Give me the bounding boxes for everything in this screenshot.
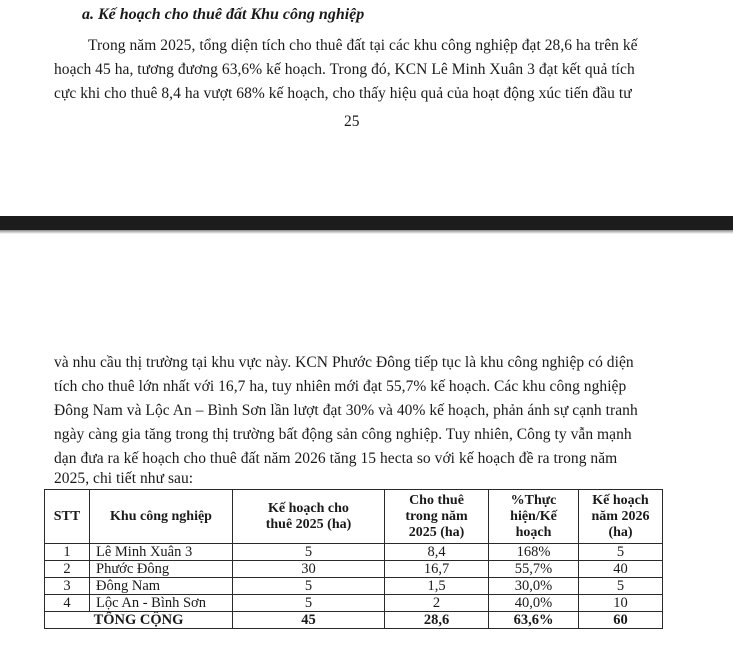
- total-leased-2025: 28,6: [385, 612, 489, 629]
- cell-leased-2025: 16,7: [385, 561, 489, 578]
- cell-leased-2025: 1,5: [385, 578, 489, 595]
- cell-plan-2026: 5: [579, 578, 663, 595]
- header-leased-line3: 2025 (ha): [408, 524, 465, 540]
- cell-plan-2025: 30: [233, 561, 385, 578]
- cell-pct: 168%: [489, 544, 579, 561]
- cell-name: Lộc An - Bình Sơn: [90, 595, 233, 612]
- header-pct: [489, 490, 579, 544]
- section-heading: a. Kế hoạch cho thuê đất Khu công nghiệp: [82, 6, 365, 23]
- header-plan26-line1: Kế hoạch: [592, 492, 649, 508]
- cell-name: Phước Đông: [90, 561, 233, 578]
- paragraph-line-4: và nhu cầu thị trường tại khu vực này. KCN Phước Đông tiếp tục là khu công nghiệp có diện: [54, 354, 634, 371]
- cell-stt: 2: [45, 561, 90, 578]
- paragraph-line-9: 2025, chi tiết như sau:: [54, 470, 194, 487]
- cell-leased-2025: 8,4: [385, 544, 489, 561]
- header-pct-line1: %Thực: [510, 492, 557, 508]
- page-number: 25: [344, 113, 360, 130]
- header-plan-2025-line2: thuê 2025 (ha): [265, 516, 352, 532]
- cell-plan-2025: 5: [233, 595, 385, 612]
- table-row: [45, 578, 663, 595]
- cell-stt: 1: [45, 544, 90, 561]
- cell-pct: 40,0%: [489, 595, 579, 612]
- cell-stt: 4: [45, 595, 90, 612]
- header-leased-line1: Cho thuê: [409, 492, 464, 508]
- header-plan26-line2: năm 2026: [591, 508, 650, 524]
- paragraph-line-7: ngày càng gia tăng trong thị trường bất động sản công nghiệp. Tuy nhiên, Công ty vẫn mạnh: [54, 426, 632, 443]
- paragraph-line-8: dạn đưa ra kế hoạch cho thuê đất năm 2026 tăng 15 hecta so với kế hoạch đề ra trong năm: [54, 450, 618, 467]
- table-row: [45, 544, 663, 561]
- cell-name: Lê Minh Xuân 3: [90, 544, 233, 561]
- header-leased-line2: trong năm: [405, 508, 468, 524]
- table-row: [45, 595, 663, 612]
- total-pct: 63,6%: [489, 612, 579, 629]
- paragraph-line-5: tích cho thuê lớn nhất với 16,7 ha, tuy nhiên mới đạt 55,7% kế hoạch. Các khu công nghiệp: [54, 378, 627, 395]
- cell-plan-2026: 10: [579, 595, 663, 612]
- cell-pct: 55,7%: [489, 561, 579, 578]
- paragraph-line-2: hoạch 45 ha, tương đương 63,6% kế hoạch. Trong đó, KCN Lê Minh Xuân 3 đạt kết quả tích: [54, 61, 635, 78]
- page-break-divider: [0, 216, 733, 230]
- land-lease-table: [44, 489, 663, 629]
- table-row: [45, 561, 663, 578]
- header-pct-line2: hiện/Kế: [510, 508, 557, 524]
- cell-name: Đông Nam: [90, 578, 233, 595]
- cell-plan-2026: 5: [579, 544, 663, 561]
- cell-plan-2025: 5: [233, 578, 385, 595]
- paragraph-line-3: cực khi cho thuê 8,4 ha vượt 68% kế hoạch, cho thấy hiệu quả của hoạt động xúc tiến đầu tư: [54, 85, 632, 102]
- header-name: Khu công nghiệp: [90, 490, 233, 544]
- cell-plan-2026: 40: [579, 561, 663, 578]
- cell-leased-2025: 2: [385, 595, 489, 612]
- paragraph-line-1: Trong năm 2025, tổng diện tích cho thuê đất tại các khu công nghiệp đạt 28,6 ha trên kế: [88, 37, 638, 54]
- paragraph-line-6: Đông Nam và Lộc An – Bình Sơn lần lượt đạt 30% và 40% kế hoạch, phản ánh sự cạnh tranh: [54, 402, 638, 419]
- total-plan-2025: 45: [233, 612, 385, 629]
- header-plan-2026: [579, 490, 663, 544]
- header-leased-2025: [385, 490, 489, 544]
- header-plan-2025-line1: Kế hoạch cho: [268, 500, 349, 516]
- header-stt: STT: [45, 490, 90, 544]
- cell-plan-2025: 5: [233, 544, 385, 561]
- total-plan-2026: 60: [579, 612, 663, 629]
- table-header-row: [45, 490, 663, 544]
- total-label: TỔNG CỘNG: [45, 612, 233, 629]
- cell-pct: 30,0%: [489, 578, 579, 595]
- cell-stt: 3: [45, 578, 90, 595]
- header-pct-line3: hoạch: [515, 524, 552, 540]
- page-break-shadow: [0, 230, 733, 234]
- header-plan-2025: [233, 490, 385, 544]
- table-total-row: [45, 612, 663, 629]
- header-plan26-line3: (ha): [608, 524, 633, 540]
